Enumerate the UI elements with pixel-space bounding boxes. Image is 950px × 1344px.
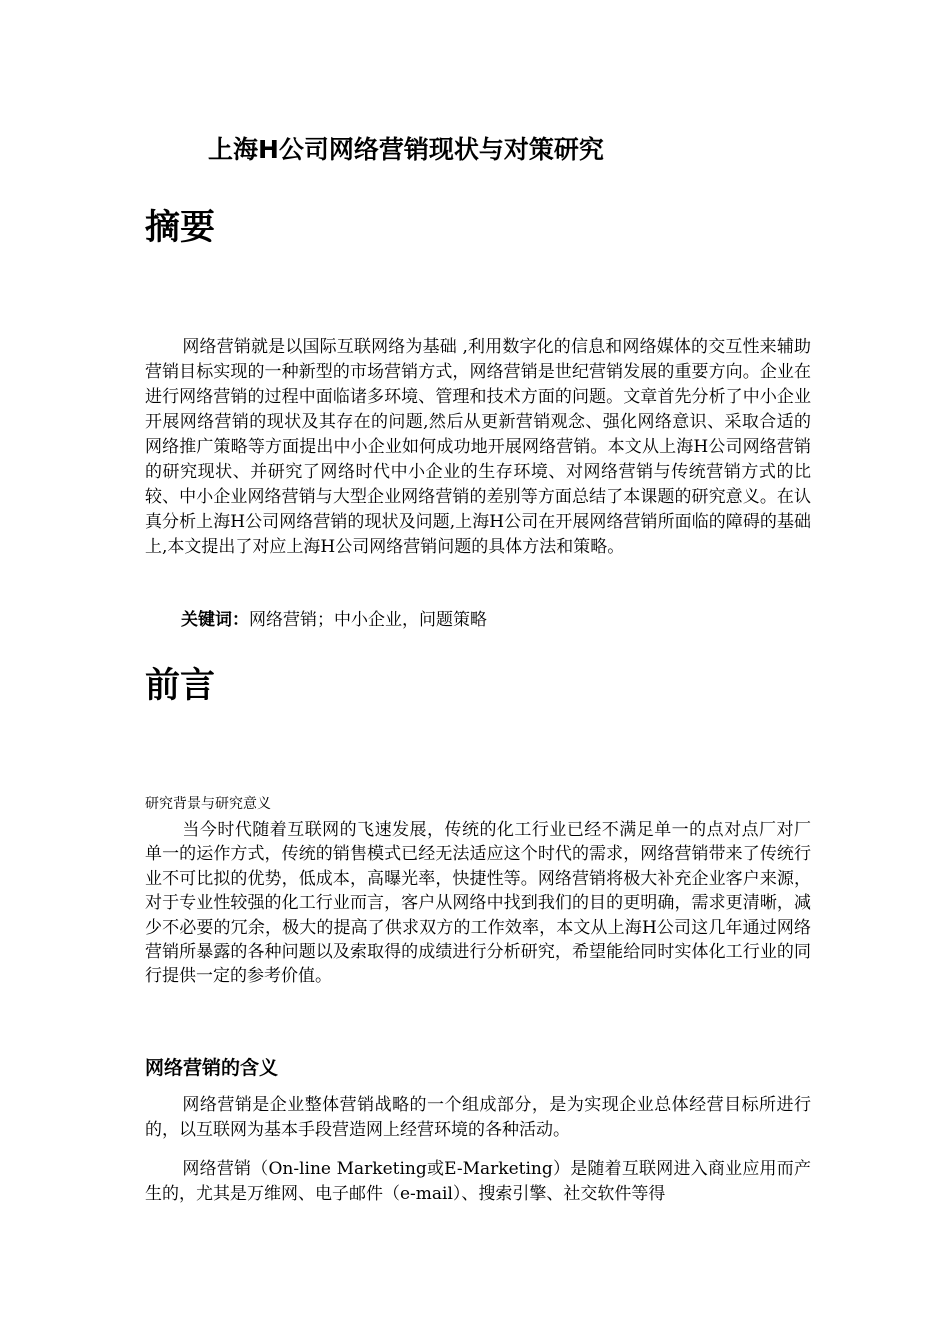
research-background-paragraph: 当今时代随着互联网的飞速发展，传统的化工行业已经不满足单一的点对点厂对厂单一的运作方式，传统的销售模式已经无法适应这个时代的需求，网络营销带来了传统行业不可比拟的优势，低成本，高曝光率，快捷性等。网络营销将极大补充企业客户来源，对于专业性较强的化工行业而言，客户从网络中找到我们的目的更明确，需求更清晰，减少不必要的冗余，极大的提高了供求双方的工作效率，本文从上海H公司这几年通过网络营销所暴露的各种问题以及索取得的成绩进行分析研究，希望能给同时实体化工行业的同行提供一定的参考价值。 — [145, 820, 811, 987]
marketing-meaning-heading: 网络营销的含义 — [145, 1057, 279, 1079]
keywords-value: 网络营销；中小企业，问题策略 — [249, 610, 487, 630]
abstract-heading: 摘要 — [145, 208, 216, 248]
marketing-meaning-paragraph-2: 网络营销（On-line Marketing或E-Marketing）是随着互联网进入商业应用而产生的，尤其是万维网、电子邮件（e-mail）、搜索引擎、社交软件等得 — [145, 1159, 811, 1204]
research-background-label: 研究背景与研究意义 — [145, 796, 271, 812]
document-title: 上海H公司网络营销现状与对策研究 — [208, 135, 604, 164]
abstract-paragraph: 网络营销就是以国际互联网络为基础 ,利用数字化的信息和网络媒体的交互性来辅助营销目标实现的一种新型的市场营销方式，网络营销是世纪营销发展的重要方向。企业在进行网络营销的过程中面临诸多环境、管理和技术方面的问题。文章首先分析了中小企业开展网络营销的现状及其存在的问题,然后从更新营销观念、强化网络意识、采取合适的网络推广策略等方面提出中小企业如何成功地开展网络营销。本文从上海H公司网络营销的研究现状、并研究了网络时代中小企业的生存环境、对网络营销与传统营销方式的比较、中小企业网络营销与大型企业网络营销的差别等方面总结了本课题的研究意义。在认真分析上海H公司网络营销的现状及问题,上海H公司在开展网络营销所面临的障碍的基础上,本文提出了对应上海H公司网络营销问题的具体方法和策略。 — [145, 337, 811, 557]
keywords-line — [181, 607, 487, 633]
marketing-meaning-paragraph-1: 网络营销是企业整体营销战略的一个组成部分，是为实现企业总体经营目标所进行的，以互联网为基本手段营造网上经营环境的各种活动。 — [145, 1095, 811, 1140]
keywords-label: 关键词： — [181, 610, 249, 630]
preface-heading: 前言 — [145, 666, 216, 706]
